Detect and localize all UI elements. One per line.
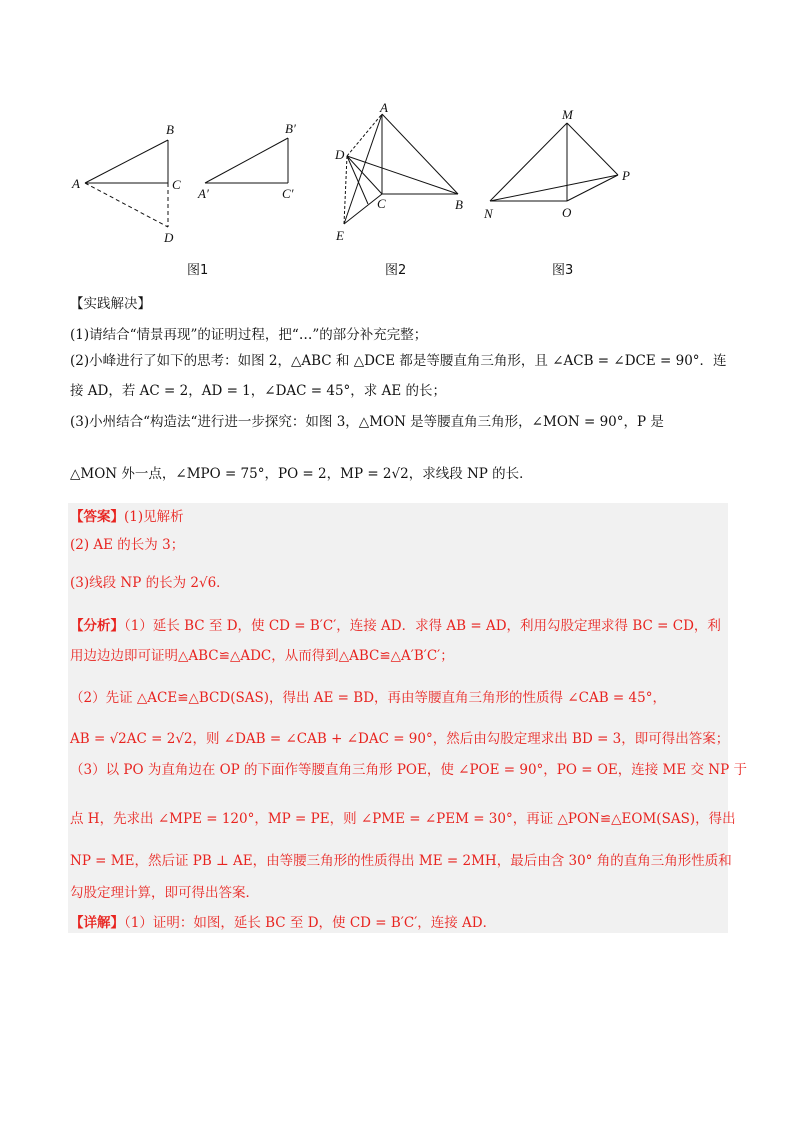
fig1-label-d: D: [164, 230, 174, 245]
fig2-label-c: C: [377, 196, 386, 211]
fig1-label-c: C: [172, 177, 181, 192]
figure-1: [60, 110, 310, 250]
figure-1-caption: 图1: [187, 263, 209, 278]
answer-part-1: (1)见解析: [124, 509, 184, 525]
analysis-label: 【分析】: [70, 618, 124, 634]
fig3-label-p: P: [622, 168, 630, 183]
detail-label: 【详解】: [70, 915, 124, 931]
fig1-label-a: A: [72, 176, 80, 191]
figure-2-diagram: [330, 100, 470, 250]
analysis-text-5: （3）以 PO 为直角边在 OP 的下面作等腰直角三角形 POE，使 ∠POE = 90°，PO = OE，连接 ME 交 NP 于: [70, 762, 747, 778]
fig2-label-b: B: [455, 197, 463, 212]
answer-part-2: (2) AE 的长为 3；: [70, 537, 185, 553]
figure-2-caption: 图2: [385, 263, 407, 278]
figure-3: [475, 105, 645, 235]
fig1-label-a-prime: A′: [198, 186, 209, 201]
answer-line-1: [70, 507, 730, 527]
question-3: (3)小州结合“构造法“进行进一步探究：如图 3，△MON 是等腰直角三角形，∠MON = 90°，P 是: [70, 414, 664, 430]
fig1-label-b-prime: B′: [285, 121, 296, 136]
fig2-label-a: A: [380, 100, 388, 115]
question-3-cont: △MON 外一点，∠MPO = 75°，PO = 2，MP = 2√2，求线段 NP 的长．: [70, 466, 533, 482]
figure-3-caption: 图3: [552, 263, 574, 278]
fig3-label-m: M: [562, 107, 573, 122]
detail-text: （1）证明：如图，延长 BC 至 D，使 CD = B′C′，连接 AD．: [124, 915, 497, 931]
analysis-text-3: （2）先证 △ACE≌△BCD(SAS)，得出 AE = BD，再由等腰直角三角形的性质得 ∠CAB = 45°，: [70, 690, 666, 706]
analysis-text-7: NP = ME，然后证 PB ⊥ AE，由等腰三角形的性质得出 ME = 2MH，最后由含 30° 角的直角三角形性质和: [70, 853, 732, 869]
fig3-label-o: O: [562, 205, 572, 220]
question-2-cont: 接 AD，若 AC = 2，AD = 1，∠DAC = 45°，求 AE 的长；: [70, 383, 446, 399]
fig1-label-b: B: [166, 122, 174, 137]
analysis-text-6: 点 H，先求出 ∠MPE = 120°，MP = PE，则 ∠PME = ∠PEM = 30°，再证 △PON≌△EOM(SAS)，得出: [70, 811, 736, 827]
analysis-text-1: （1）延长 BC 至 D，使 CD = B′C′，连接 AD．求得 AB = AD，利用勾股定理求得 BC = CD，利: [124, 618, 721, 634]
detail-line: [70, 913, 730, 933]
analysis-text-4: AB = √2AC = 2√2，则 ∠DAB = ∠CAB + ∠DAC = 90°，然后由勾股定理求出 BD = 3，即可得出答案；: [70, 731, 730, 747]
analysis-line-1: [70, 616, 730, 636]
analysis-text-8: 勾股定理计算，即可得出答案．: [70, 885, 259, 901]
fig3-label-n: N: [484, 206, 493, 221]
figure-1-diagram: [60, 110, 310, 250]
analysis-text-2: 用边边边即可证明△ABC≌△ADC，从而得到△ABC≌△A′B′C′；: [70, 648, 454, 664]
question-2: (2)小峰进行了如下的思考：如图 2，△ABC 和 △DCE 都是等腰直角三角形，且 ∠ACB = ∠DCE = 90°．连: [70, 353, 727, 369]
answer-part-3: (3)线段 NP 的长为 2√6．: [70, 575, 230, 591]
figure-3-diagram: [475, 105, 645, 235]
question-1: (1)请结合“情景再现”的证明过程，把“…”的部分补充完整；: [70, 327, 428, 343]
fig2-label-e: E: [336, 228, 344, 243]
section-title: 【实践解决】: [70, 296, 151, 312]
figure-2: [330, 100, 470, 250]
answer-label: 【答案】: [70, 509, 124, 525]
fig1-label-c-prime: C′: [282, 186, 294, 201]
fig2-label-d: D: [335, 147, 345, 162]
